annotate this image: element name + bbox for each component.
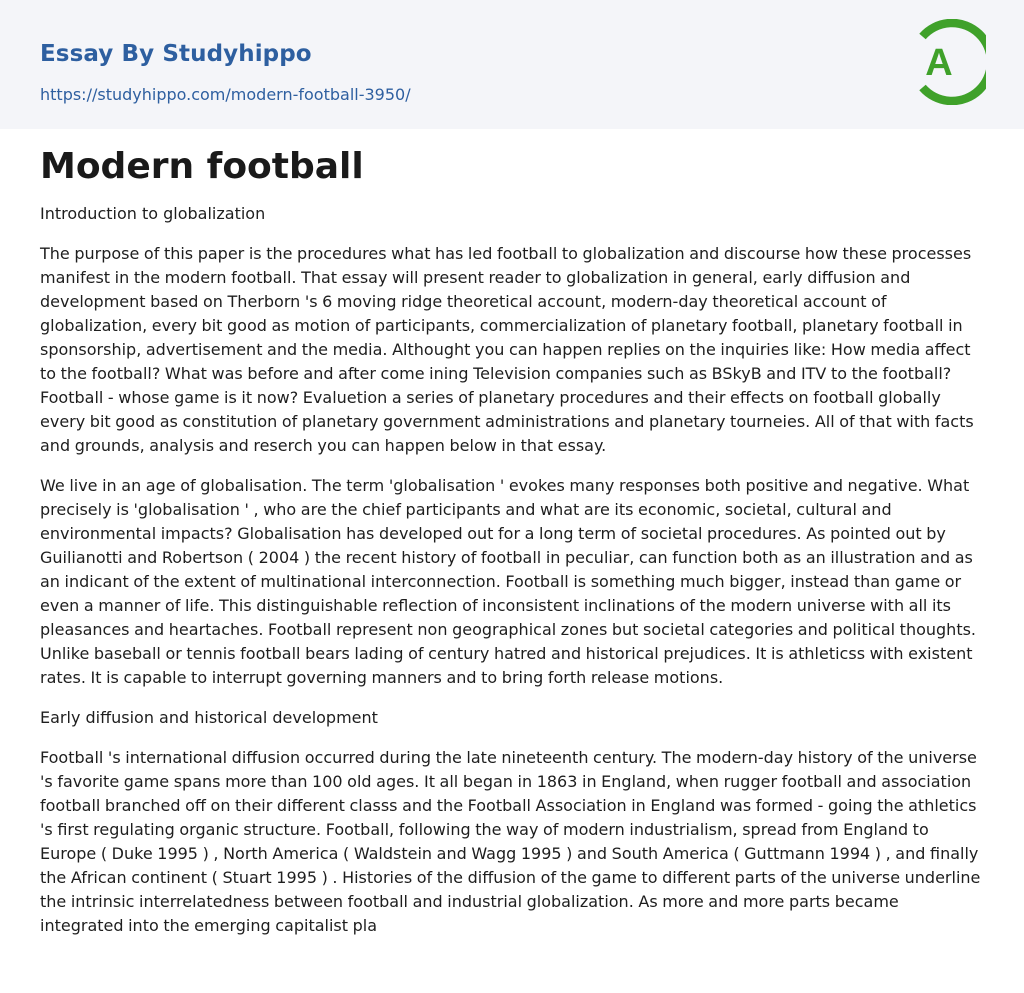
section-heading-introduction: Introduction to globalization (40, 204, 266, 223)
page-title: Modern football (40, 146, 364, 187)
logo-letter: A (925, 42, 953, 84)
brand-title[interactable]: Essay By Studyhippo (40, 41, 312, 67)
article (40, 143, 986, 954)
paragraph: The purpose of this paper is the procedures what has led football to globalization and discourse how these processes manifest in the modern football. That essay will present reader to globalization in general, early diffusion and development based on Therborn 's 6 moving ridge theoretical account, modern-day theoretical account of globalization, every bit good as motion of participants, commercialization of planetary football, planetary football in sponsorship, advertisement and the media. Althought you can happen replies on the inquiries like: How media affect to the football? What was before and after come ining Television companies such as BSkyB and ITV to the football? Football - whose game is it now? Evaluetion a series of planetary procedures and their effects on football globally every bit good as constitution of planetary government administrations and planetary tourneies. All of that with facts and grounds, analysis and reserch you can happen below in that essay. (40, 244, 974, 455)
studyhippo-logo-icon[interactable] (912, 19, 986, 105)
source-url-link[interactable]: https://studyhippo.com/modern-football-3950/ (40, 85, 411, 104)
site-header (0, 0, 1024, 129)
section-heading-early-diffusion: Early diffusion and historical development (40, 708, 378, 727)
paragraph: Football 's international diffusion occurred during the late nineteenth century. The modern-day history of the universe 's favorite game spans more than 100 old ages. It all began in 1863 in England, when rugger football and association football branched off on their different classs and the Football Association in England was formed - going the athletics 's first regulating organic structure. Football, following the way of modern industrialism, spread from England to Europe ( Duke 1995 ) , North America ( Waldstein and Wagg 1995 ) and South America ( Guttmann 1994 ) , and finally the African continent ( Stuart 1995 ) . Histories of the diffusion of the game to different parts of the universe underline the intrinsic interrelatedness between football and industrial globalization. As more and more parts became integrated into the emerging capitalist pla (40, 748, 981, 935)
paragraph: We live in an age of globalisation. The term 'globalisation ' evokes many responses both positive and negative. What precisely is 'globalisation ' , who are the chief participants and what are its economic, societal, cultural and environmental impacts? Globalisation has developed out for a long term of societal procedures. As pointed out by Guilianotti and Robertson ( 2004 ) the recent history of football in peculiar, can function both as an illustration and as an indicant of the extent of multinational interconnection. Football is something much bigger, instead than game or even a manner of life. This distinguishable reflection of inconsistent inclinations of the modern universe with all its pleasances and heartaches. Football represent non geographical zones but societal categories and political thoughts. Unlike baseball or tennis football bears lading of century hatred and historical prejudices. It is athleticss with existent rates. It is capable to interrupt governing manners and to bring forth release motions. (40, 476, 977, 687)
